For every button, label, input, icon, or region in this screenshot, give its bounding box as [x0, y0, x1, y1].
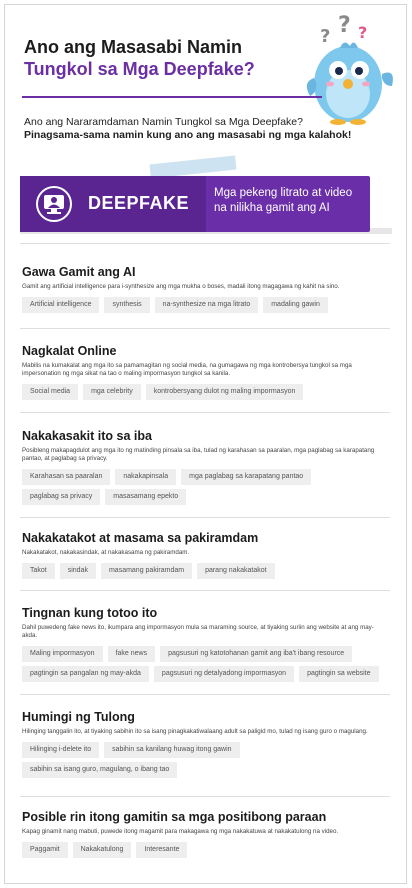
page-title-highlight: Tungkol sa Mga Deepfake?	[24, 59, 255, 79]
monitor-person-icon	[36, 186, 72, 222]
tag-list	[22, 384, 386, 400]
tag: pagtingin sa website	[299, 666, 378, 682]
section-verify	[22, 606, 386, 682]
tag: Hilinging i-delete ito	[22, 742, 99, 758]
deepfake-banner	[20, 176, 370, 232]
section-description: Hilinging tanggalin ito, at tiyaking sabihin ito sa isang pinagkakatiwalaang adult sa paligid mo, tulad ng isang guro o magulang.	[22, 728, 368, 735]
section-description: Mabilis na kumakalat ang mga ito sa pamamagitan ng social media, na gumagawa ng mga kontrobersya tungkol sa mga impersonation ng mga sikat na tao o maling impormasyon tungkol sa kanila.	[22, 362, 352, 377]
tag: nakakapinsala	[115, 469, 176, 485]
svg-text:?: ?	[338, 13, 351, 38]
tag: Social media	[22, 384, 78, 400]
subtitle-summary: Pinagsama-sama namin kung ano ang masasabi ng mga kalahok!	[24, 129, 352, 141]
subtitle-question: Ano ang Nararamdaman Namin Tungkol sa Mga Deepfake?	[24, 116, 303, 128]
page-title: Ano ang Masasabi Namin	[24, 37, 243, 57]
divider	[20, 243, 390, 244]
tag: mga celebrity	[83, 384, 141, 400]
tag: Karahasan sa paaralan	[22, 469, 110, 485]
tag: sabihin sa isang guro, magulang, o ibang tao	[22, 762, 177, 778]
section-title: Tingnan kung totoo ito	[22, 606, 158, 620]
section-ai	[22, 265, 386, 313]
section-description: Nakakatakot, nakakasindak, at nakakasama ng pakiramdam.	[22, 549, 190, 556]
tag: parang nakakatakot	[197, 563, 275, 579]
tag: Artificial intelligence	[22, 297, 99, 313]
tag-list	[22, 646, 386, 682]
tag: Nakakatulong	[73, 842, 132, 858]
section-description: Dahil puwedeng fake news ito, ikumpara ang impormasyon mula sa maraming source, at tiyaking suriin ang website at ang may-akda.	[22, 624, 374, 639]
tag: synthesis	[104, 297, 149, 313]
section-description: Posibleng makapagdulot ang mga ito ng matinding pinsala sa iba, tulad ng karahasan sa paaralan, mga paglabag sa karapatang pantao, at paglabag sa privacy.	[22, 447, 375, 462]
tag: na-synthesize na mga litrato	[155, 297, 259, 313]
tag: sindak	[60, 563, 96, 579]
section-title: Humingi ng Tulong	[22, 710, 135, 724]
header	[24, 36, 324, 80]
section-online	[22, 344, 386, 400]
tag-list	[22, 842, 386, 858]
section-harm	[22, 429, 386, 505]
section-description: Gamit ang artificial intelligence para i-synthesize ang mga mukha o boses, madali itong magagawa ng kahit na sino.	[22, 283, 340, 290]
tag: Maling impormasyon	[22, 646, 103, 662]
section-title: Nakakasakit ito sa iba	[22, 429, 152, 443]
tag-list	[22, 742, 386, 778]
divider	[20, 590, 390, 591]
tag: Takot	[22, 563, 55, 579]
section-help	[22, 710, 386, 778]
section-description: Kapag ginamit nang mabuti, puwede itong magamit para makagawa ng mga nakakatuwa at nakakatulong na video.	[22, 828, 339, 835]
tag: pagsusuri ng katotohanan gamit ang iba't ibang resource	[160, 646, 352, 662]
tag: masasamang epekto	[105, 489, 186, 505]
divider	[20, 328, 390, 329]
subtitle	[24, 116, 384, 142]
svg-text:?: ?	[358, 23, 368, 42]
tag: kontrobersyang dulot ng maling impormasyon	[146, 384, 304, 400]
tag: masamang pakiramdam	[101, 563, 192, 579]
blue-bird-mascot-icon	[300, 12, 400, 130]
section-title: Nagkalat Online	[22, 344, 117, 358]
tag: paglabag sa privacy	[22, 489, 100, 505]
banner-definition: Mga pekeng litrato at video na nilikha gamit ang AI	[214, 187, 353, 214]
section-fear	[22, 531, 386, 579]
divider	[20, 412, 390, 413]
tag: pagsusuri ng detalyadong impormasyon	[154, 666, 294, 682]
tag: mga paglabag sa karapatang pantao	[181, 469, 311, 485]
tag: sabihin sa kanilang huwag itong gawin	[104, 742, 239, 758]
svg-text:?: ?	[320, 26, 331, 47]
divider	[20, 517, 390, 518]
divider	[20, 694, 390, 695]
tag-list	[22, 469, 386, 505]
banner-word: DEEPFAKE	[88, 193, 190, 213]
tag: fake news	[108, 646, 156, 662]
tag: Paggamit	[22, 842, 68, 858]
header-divider	[22, 96, 322, 98]
tag: Interesante	[136, 842, 187, 858]
section-title: Nakakatakot at masama sa pakiramdam	[22, 531, 259, 545]
tag-list	[22, 563, 386, 579]
tag: madaling gawin	[263, 297, 328, 313]
tag: pagtingin sa pangalan ng may-akda	[22, 666, 149, 682]
section-title: Posible rin itong gamitin sa mga positibong paraan	[22, 810, 327, 824]
section-positive	[22, 810, 386, 858]
section-title: Gawa Gamit ang AI	[22, 265, 136, 279]
divider	[20, 796, 390, 797]
tag-list	[22, 297, 386, 313]
